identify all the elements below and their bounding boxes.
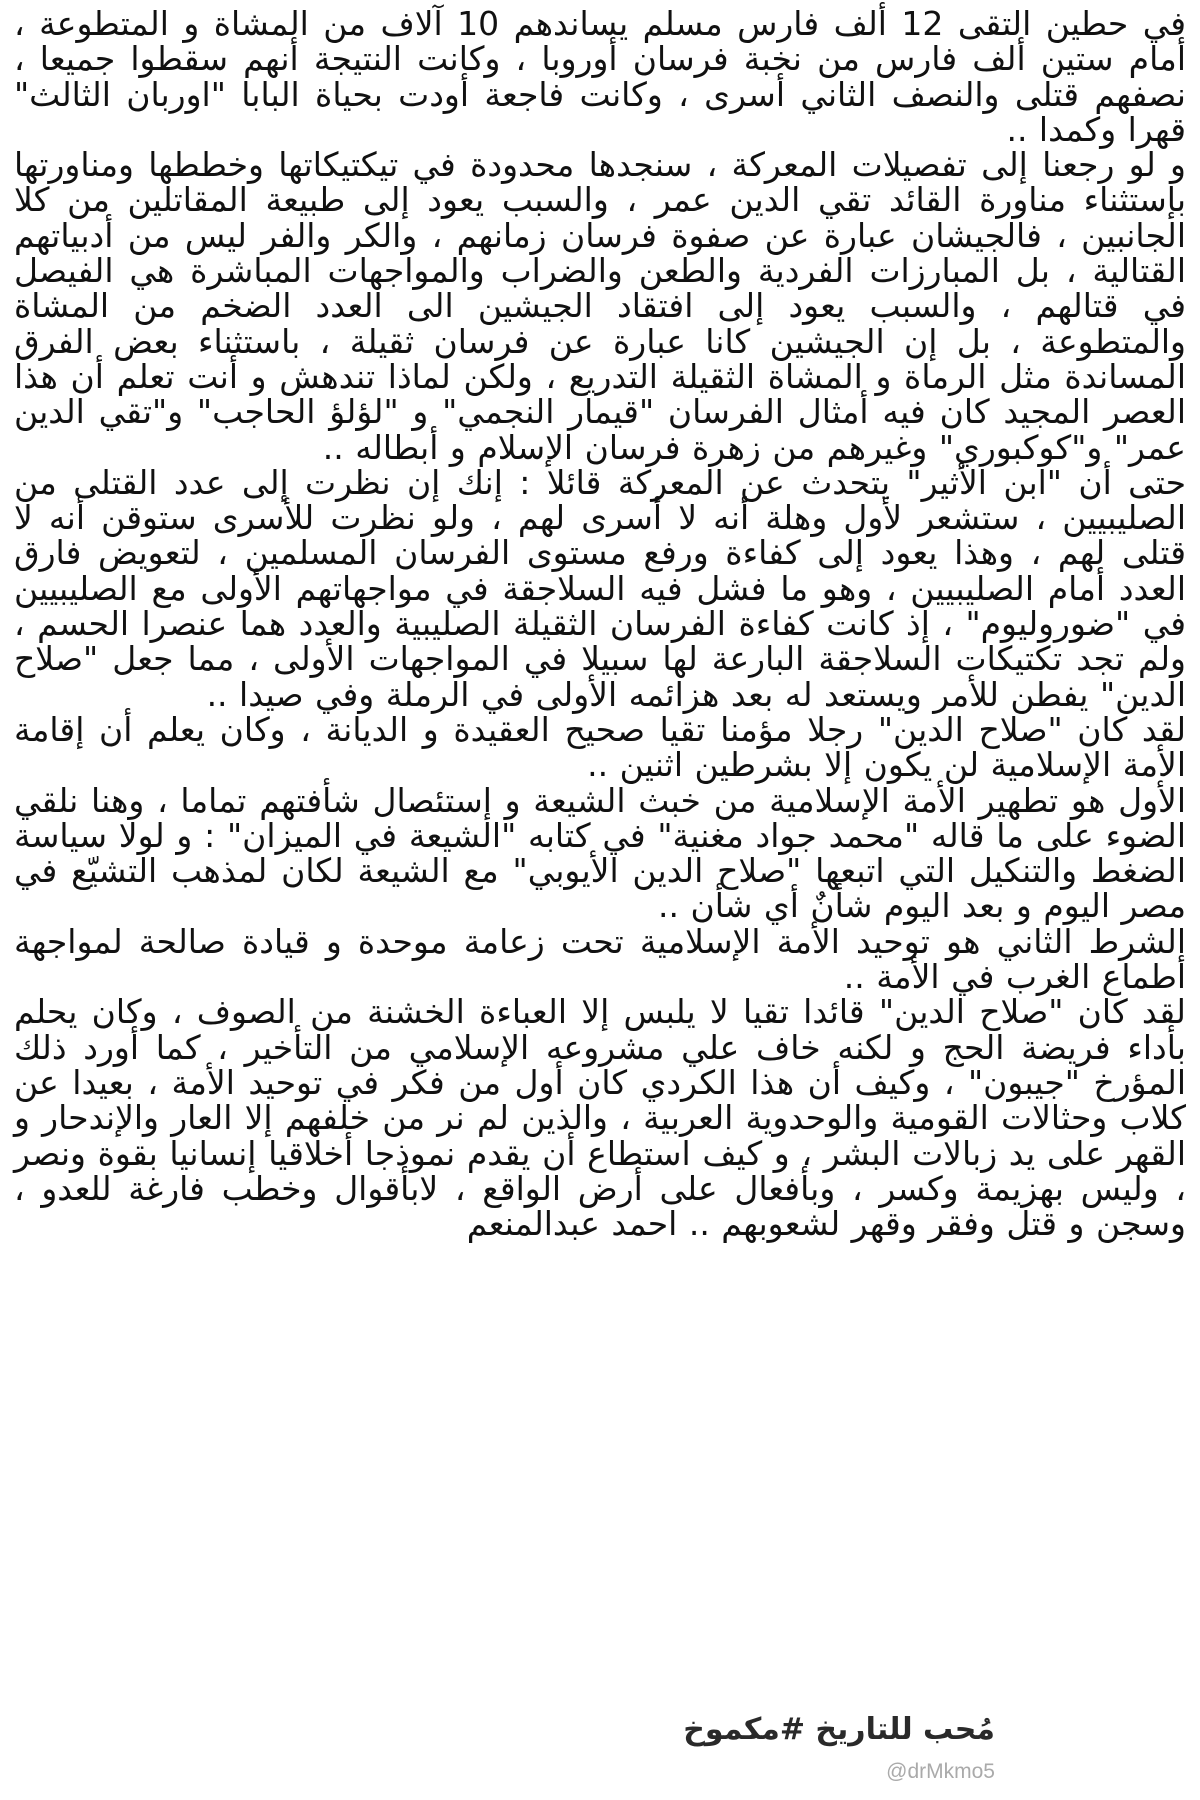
article-body: [14, 4, 1186, 1244]
paragraph-second-condition: الشرط الثاني هو توحيد الأمة الإسلامية تحت زعامة موحدة و قيادة صالحة لمواجهة أطماع الغرب في الأمة ..: [14, 921, 1186, 997]
paragraph-pious-leader: لقد كان "صلاح الدين" قائدا تقيا لا يلبس إلا العباءة الخشنة من الصوف ، وكان يحلم بأداء فريضة الحج و لكنه خاف علي مشروعه الإسلامي من التأخير ، كما أورد ذلك المؤرخ "جيبون" ، وكيف أن هذا الكردي كان أول من فكر في توحيد الأمة ، بعيدا عن كلاب وحثالات القومية والوحدوية العربية ، والذين لم نر من خلفهم إلا العار والإندحار و القهر على يد زبالات البشر ، و كيف استطاع أن يقدم نموذجا أخلاقيا إنسانيا بقوة ونصر ، وليس بهزيمة وكسر ، وبأفعال على أرض الواقع ، لابأقوال وخطب فارغة للعدو ، وسجن و قتل وفقر وقهر لشعوبهم .. احمد عبدالمنعم: [14, 992, 1186, 1244]
paragraph-first-condition: الأول هو تطهير الأمة الإسلامية من خبث الشيعة و إستئصال شأفتهم تماما ، وهنا نلقي الضوء على ما قاله "محمد جواد مغنية" في كتابه "الشيعة في الميزان" : و لولا سياسة الضغط والتنكيل التي اتبعها "صلاح الدين الأيوبي" مع الشيعة لكان لمذهب التشيّع في مصر اليوم و بعد اليوم شأنٌ أي شأن ..: [14, 780, 1186, 926]
twitter-handle: @drMkmo5: [886, 1760, 995, 1783]
paragraph-salahuddin-faith: لقد كان "صلاح الدين" رجلا مؤمنا تقيا صحيح العقيدة و الديانة ، وكان يعلم أن إقامة الأمة الإسلامية لن يكون إلا بشرطين اثنين ..: [14, 709, 1186, 785]
paragraph-ibn-al-athir: حتى أن "ابن الأثير" يتحدث عن المعركة قائلا : إنك إن نظرت إلى عدد القتلى من الصليبيين ، ستشعر لأول وهلة أنه لا أسرى لهم ، ولو نظرت للأسرى ستوقن أنه لا قتلى لهم ، وهذا يعود إلى كفاءة ورفع مستوى الفرسان المسلمين ، لتعويض فارق العدد أمام الصليبيين ، وهو ما فشل فيه السلاجقة في مواجهاتهم الأولى مع الصليبيين في "ضوروليوم" ، إذ كانت كفاءة الفرسان الثقيلة الصليبية والعدد هما عنصرا الحسم ، ولم تجد تكتيكات السلاجقة البارعة لها سبيلا في المواجهات الأولى ، مما جعل "صلاح الدين" يفطن للأمر ويستعد له بعد هزائمه الأولى في الرملة وفي صيدا ..: [14, 462, 1186, 714]
paragraph-hattin-intro: في حطين التقى 12 ألف فارس مسلم يساندهم 10 آلاف من المشاة و المتطوعة ، أمام ستين ألف فارس من نخبة فرسان أوروبا ، وكانت النتيجة أنهم سقطوا جميعا ، نصفهم قتلى والنصف الثاني أسرى ، وكانت فاجعة أودت بحياة البابا "اوربان الثالث" قهرا وكمدا ..: [14, 4, 1186, 149]
paragraph-battle-details: و لو رجعنا إلى تفصيلات المعركة ، سنجدها محدودة في تيكتيكاتها وخططها ومناورتها بإستثناء مناورة القائد تقي الدين عمر ، والسبب يعود إلى طبيعة المقاتلين من كلا الجانبين ، فالجيشان عبارة عن صفوة فرسان زمانهم ، والكر والفر ليس من أدبياتهم القتالية ، بل المبارزات الفردية والطعن والضراب والمواجهات المباشرة هي الفيصل في قتالهم ، والسبب يعود إلى افتقاد الجيشين الى العدد الضخم من المشاة والمتطوعة ، بل إن الجيشين كانا عبارة عن فرسان ثقيلة ، باستثناء بعض الفرق المساندة مثل الرماة و المشاة الثقيلة التدريع ، ولكن لماذا تندهش و أنت تعلم أن هذا العصر المجيد كان فيه أمثال الفرسان "قيمار النجمي" و "لؤلؤ الحاجب" و"تقي الدين عمر" و"كوكبوري" وغيرهم من زهرة فرسان الإسلام و أبطاله ..: [14, 145, 1186, 467]
author-signature: مُحب للتاريخ #مكموخ: [683, 1712, 995, 1747]
